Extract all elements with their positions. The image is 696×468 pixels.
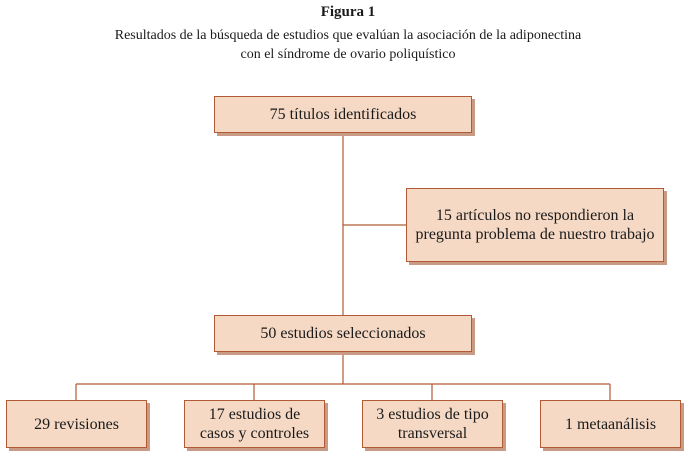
- node-cross-sectional: [362, 400, 503, 448]
- node-selected-label: 50 estudios seleccionados: [260, 325, 426, 342]
- node-identified-label: 75 títulos identificados: [269, 106, 417, 123]
- node-excluded: [406, 188, 664, 262]
- caption-line-2: con el síndrome de ovario poliquístico: [240, 47, 456, 62]
- node-meta-analysis-label: 1 metaanálisis: [564, 415, 657, 433]
- node-selected: [214, 315, 472, 352]
- node-reviews: [6, 400, 147, 448]
- caption-line-1: Resultados de la búsqueda de estudios que evalúan la asociación de la adiponectina: [114, 28, 582, 43]
- node-excluded-label: 15 artículos no respondieron la pregunta problema de nuestro trabajo: [415, 207, 655, 243]
- figure-label: Figura 1: [320, 4, 376, 20]
- node-meta-analysis: [540, 400, 681, 448]
- node-case-control-label: 17 estudios de casos y controles: [199, 406, 310, 442]
- node-case-control: [184, 400, 325, 448]
- node-reviews-label: 29 revisiones: [34, 415, 119, 433]
- node-cross-sectional-label: 3 estudios de tipo transversal: [376, 406, 489, 442]
- node-identified: [214, 96, 472, 133]
